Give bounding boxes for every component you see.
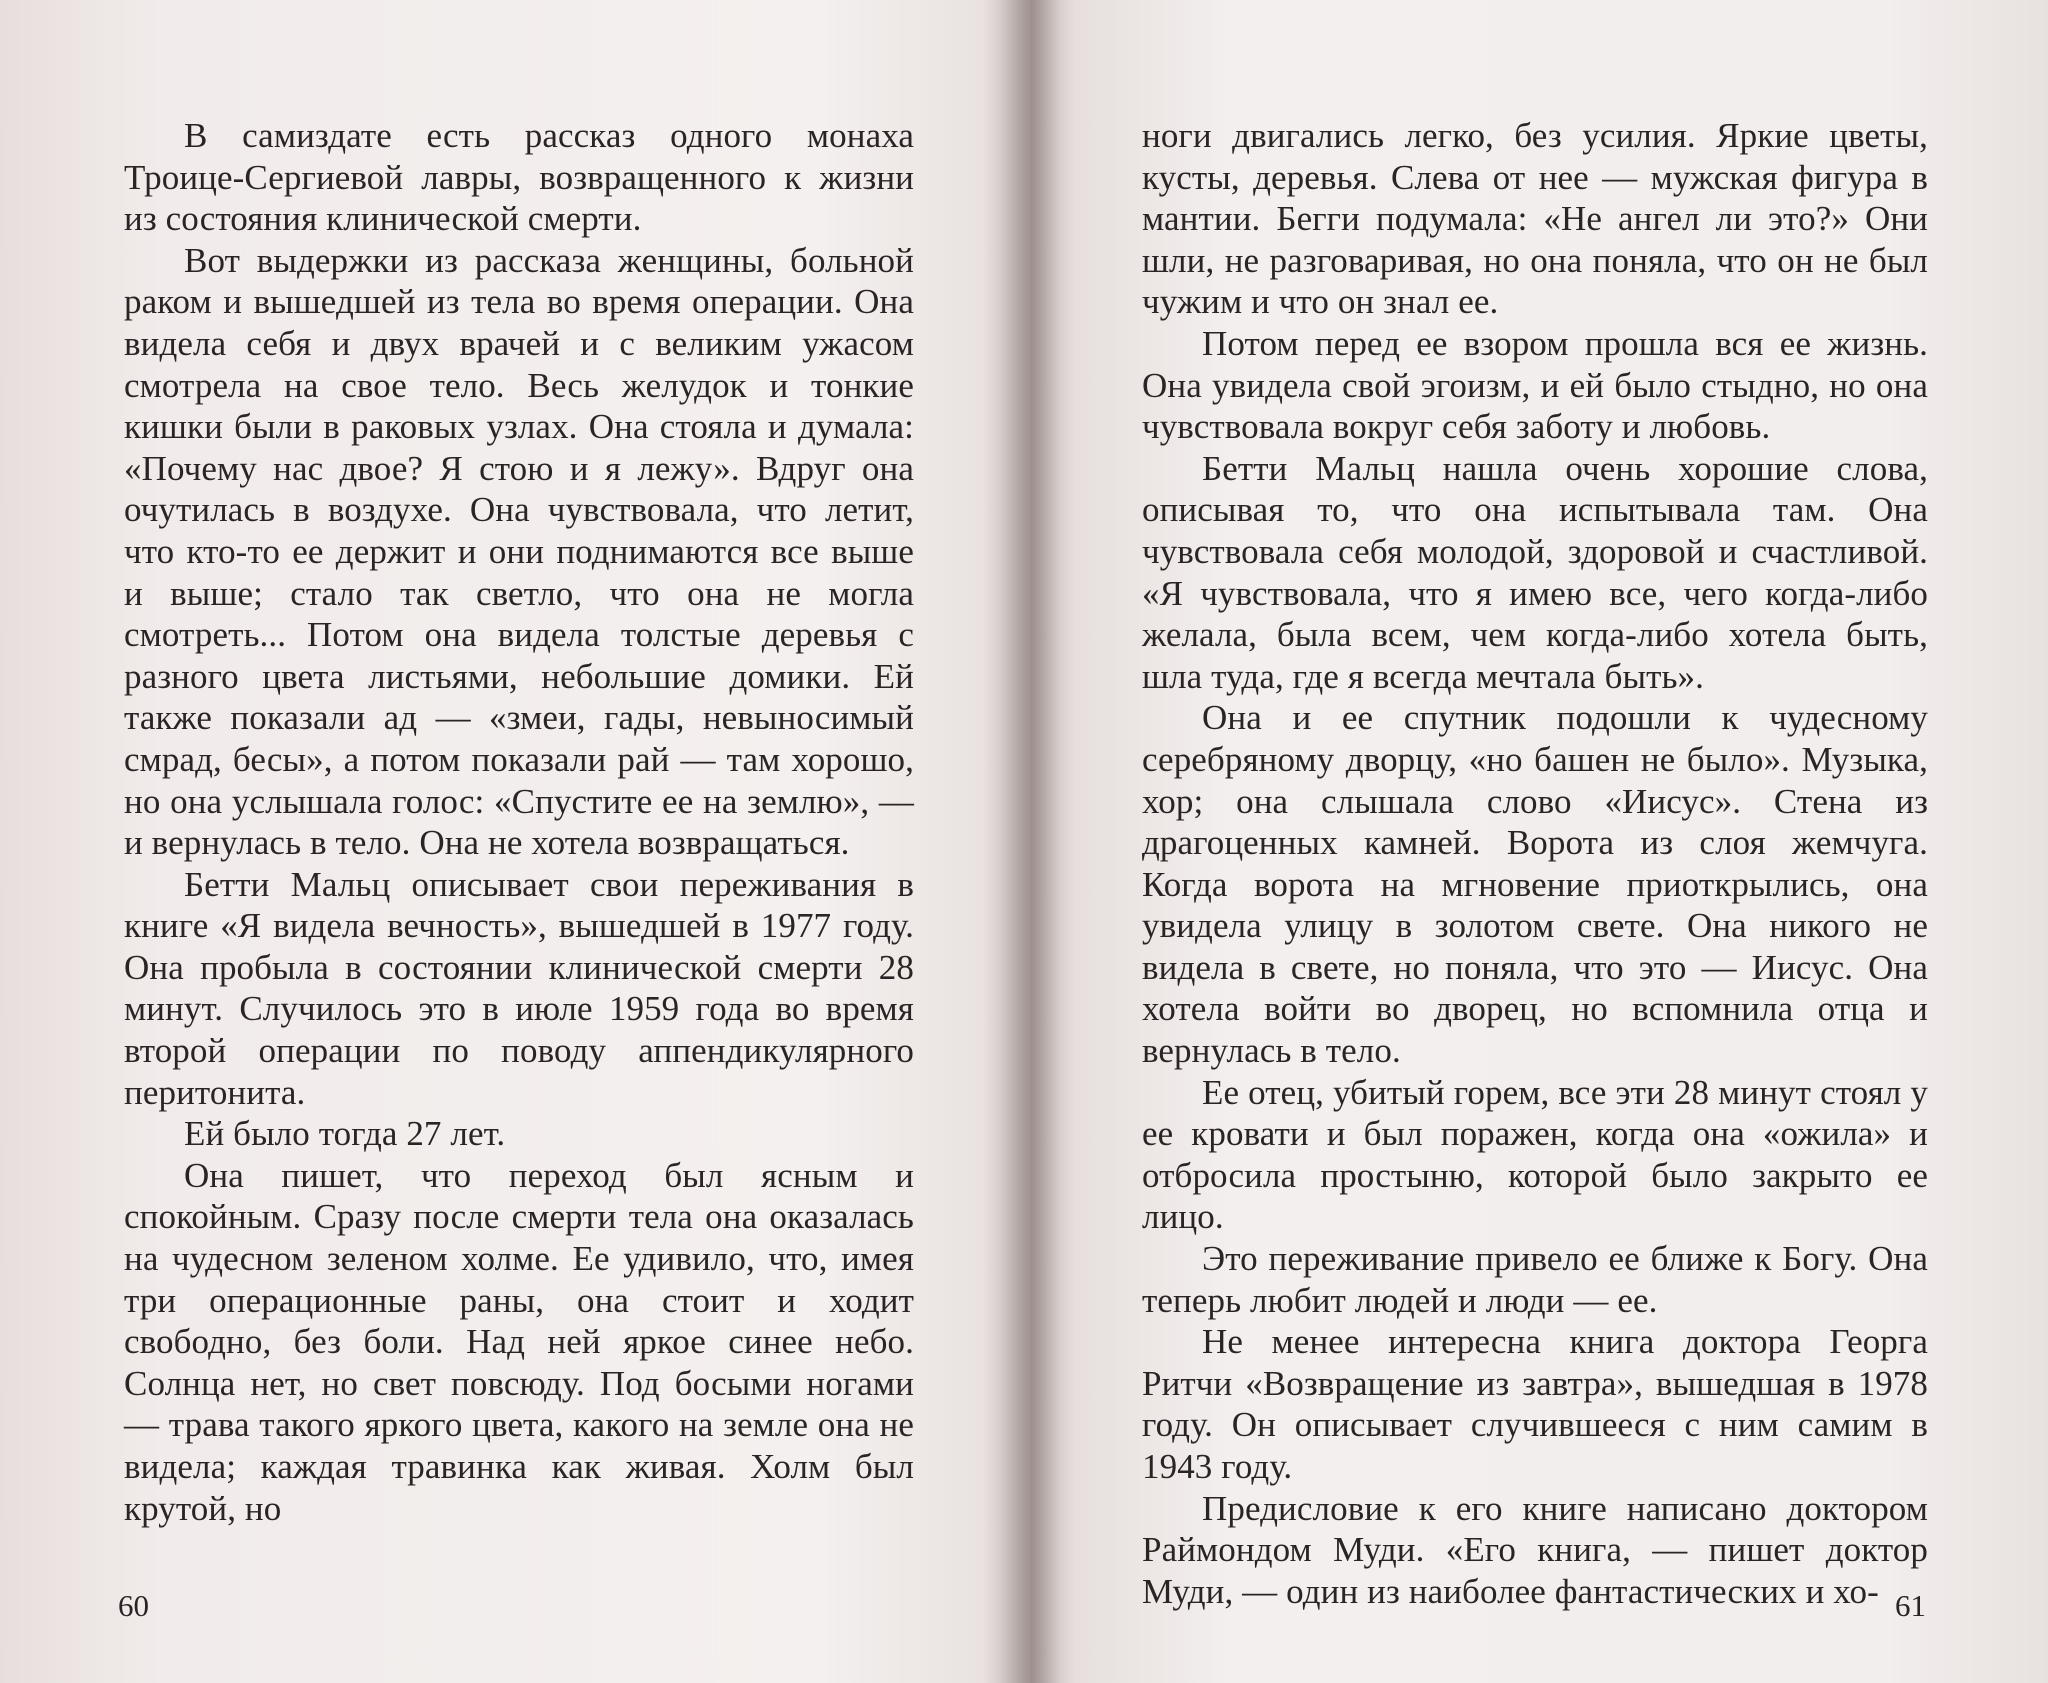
page-number-left: 60	[118, 1588, 149, 1623]
paragraph: Она и ее спутник подошли к чудесному серебряному дворцу, «но башен не было». Музыка, хор; она слышала слово «Иисус». Стена из драгоценных камней. Ворота из слоя жемчуга. Когда ворота на мгновение приоткрылись, она увидела улицу в золотом свете. Она никого не видела в свете, но поняла, что это — Иисус. Она хотела войти во дворец, но вспомнила отца и вернулась в тело.	[1142, 698, 1928, 1071]
paragraph: Бетти Мальц описывает свои переживания в книге «Я видела вечность», вышедшей в 1977 году. Она пробыла в состоянии клинической смерти 28 минут. Случилось это в июле 1959 года во время второй операции по поводу аппендикулярного перитонита.	[124, 864, 914, 1112]
right-page	[1142, 115, 1928, 1612]
paragraph: Это переживание привело ее ближе к Богу. Она теперь любит людей и люди — ее.	[1142, 1239, 1928, 1320]
paragraph: Она пишет, что переход был ясным и спокойным. Сразу после смерти тела она оказалась на чудесном зеленом холме. Ее удивило, что, имея три операционные раны, она стоит и ходит свободно, без боли. Над ней яркое синее небо. Солнца нет, но свет повсюду. Под босыми ногами — трава такого яркого цвета, какого на земле она не видела; каждая травинка как живая. Холм был крутой, но	[124, 1155, 914, 1528]
page-number-right: 61	[1895, 1588, 1926, 1623]
paragraph: Ее отец, убитый горем, все эти 28 минут стоял у ее кровати и был поражен, когда она «ожила» и отбросила простыню, которой было закрыто ее лицо.	[1142, 1072, 1928, 1237]
paragraph: Бетти Мальц нашла очень хорошие слова, описывая то, что она испытывала там. Она чувствовала себя молодой, здоровой и счастливой. «Я чувствовала, что я имею все, чего когда-либо желала, была всем, чем когда-либо хотела быть, шла туда, где я всегда мечтала быть».	[1142, 448, 1928, 696]
paragraph: Не менее интересна книга доктора Георга Ритчи «Возвращение из завтра», вышедшая в 1978 году. Он описывает случившееся с ним самим в 1943 году.	[1142, 1322, 1928, 1486]
paragraph: Вот выдержки из рассказа женщины, больной раком и вышедшей из тела во время операции. Она видела себя и двух врачей и с великим ужасом смотрела на свое тело. Весь желудок и тонкие кишки были в раковых узлах. Она стояла и думала: «Почему нас двое? Я стою и я лежу». Вдруг она очутилась в воздухе. Она чувствовала, что летит, что кто-то ее держит и они поднимаются все выше и выше; стало так светло, что она не могла смотреть... Потом она видела толстые деревья с разного цвета листьями, небольшие домики. Ей также показали ад — «змеи, гады, невыносимый смрад, бесы», а потом показали рай — там хорошо, но она услышала голос: «Спустите ее на землю», — и вернулась в тело. Она не хотела возвращаться.	[124, 240, 914, 863]
paragraph: Ей было тогда 27 лет.	[184, 1114, 506, 1154]
paragraph: В самиздате есть рассказ одного монаха Троице-Сергиевой лавры, возвращенного к жизни из состояния клинической смерти.	[124, 116, 914, 239]
paragraph: Потом перед ее взором прошла вся ее жизнь. Она увидела свой эгоизм, и ей было стыдно, но она чувствовала вокруг себя заботу и любовь.	[1142, 323, 1928, 447]
paragraph: Предисловие к его книге написано доктором Раймондом Муди. «Его книга, — пишет доктор Муди, — один из наиболее фантастических и хо-	[1142, 1488, 1928, 1611]
paragraph: ноги двигались легко, без усилия. Яркие цветы, кусты, деревья. Слева от нее — мужская фигура в мантии. Бегги подумала: «Не ангел ли это?» Они шли, не разговаривая, но она поняла, что он не был чужим и что он знал ее.	[1142, 116, 1928, 322]
left-page	[124, 115, 914, 1529]
gutter-shadow	[1000, 0, 1060, 1683]
